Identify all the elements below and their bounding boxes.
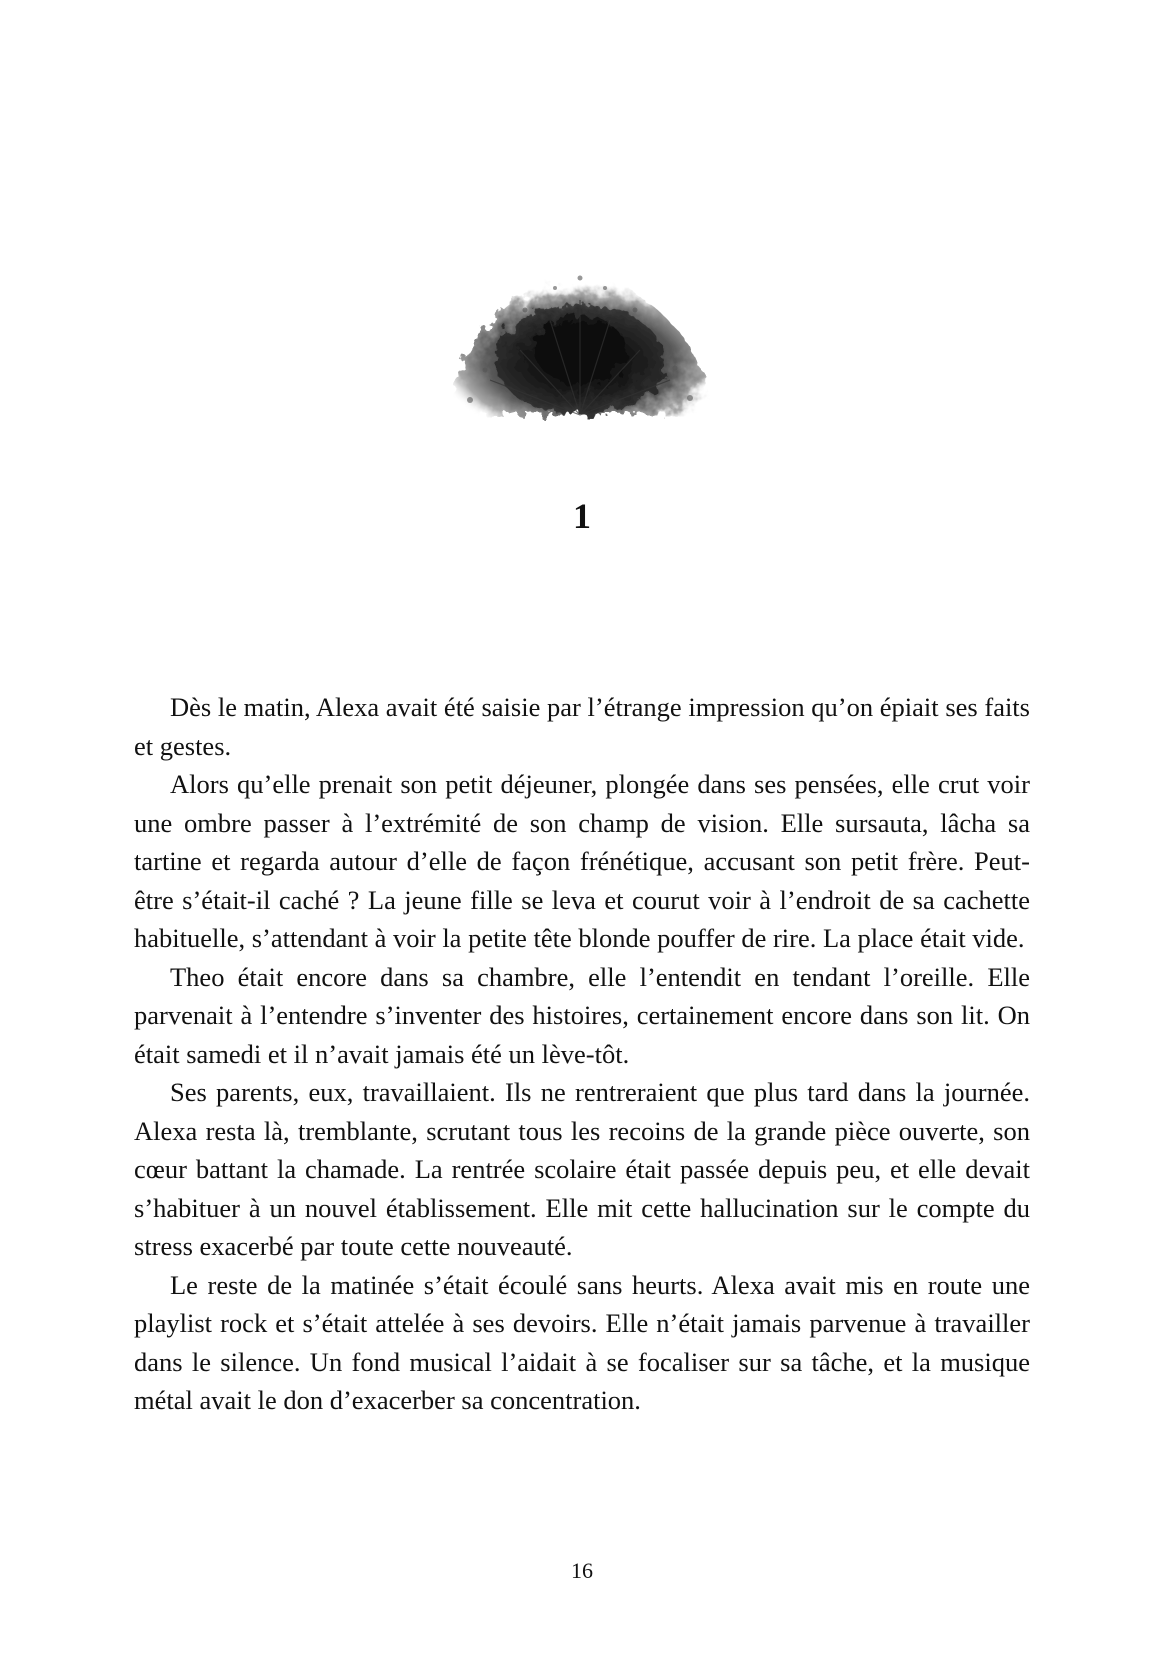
chapter-number: 1: [573, 496, 591, 536]
paragraph: Alors qu’elle prenait son petit déjeuner, plongée dans ses pensées, elle crut voir une ombre passer à l’extrémité de son champ de vision. Elle sursauta, lâcha sa tartine et regarda autour d’elle de façon frénétique, accusant son petit frère. Peut-être s’était-il caché ? La jeune fille se leva et courut voir à l’endroit de sa cachette habituelle, s’attendant à voir la petite tête blonde pouffer de rire. La place était vide.: [134, 769, 1030, 953]
page-number: 16: [571, 1558, 593, 1583]
chapter-text: [134, 688, 1030, 1420]
bush-illustration-icon: [430, 240, 730, 440]
paragraph: Theo était encore dans sa chambre, elle l’entendit en tendant l’oreille. Elle parvenait à l’entendre s’inventer des histoires, certainement encore dans son lit. On était samedi et il n’avait jamais été un lève-tôt.: [134, 961, 1030, 1069]
paragraph: Dès le matin, Alexa avait été saisie par l’étrange impression qu’on épiait ses faits et gestes.: [134, 692, 1030, 761]
paragraph: Le reste de la matinée s’était écoulé sans heurts. Alexa avait mis en route une playlist rock et s’était attelée à ses devoirs. Elle n’était jamais parvenue à travailler dans le silence. Un fond musical l’aidait à se focaliser sur sa tâche, et la musique métal avait le don d’exacerber sa concentration.: [134, 1269, 1030, 1415]
paragraph: Ses parents, eux, travaillaient. Ils ne rentreraient que plus tard dans la journée. Alexa resta là, tremblante, scrutant tous les recoins de la grande pièce ouverte, son cœur battant la chamade. La rentrée scolaire était passée depuis peu, et elle devait s’habituer à un nouvel établissement. Elle mit cette hallucination sur le compte du stress exacerbé par toute cette nouveauté.: [134, 1077, 1030, 1261]
